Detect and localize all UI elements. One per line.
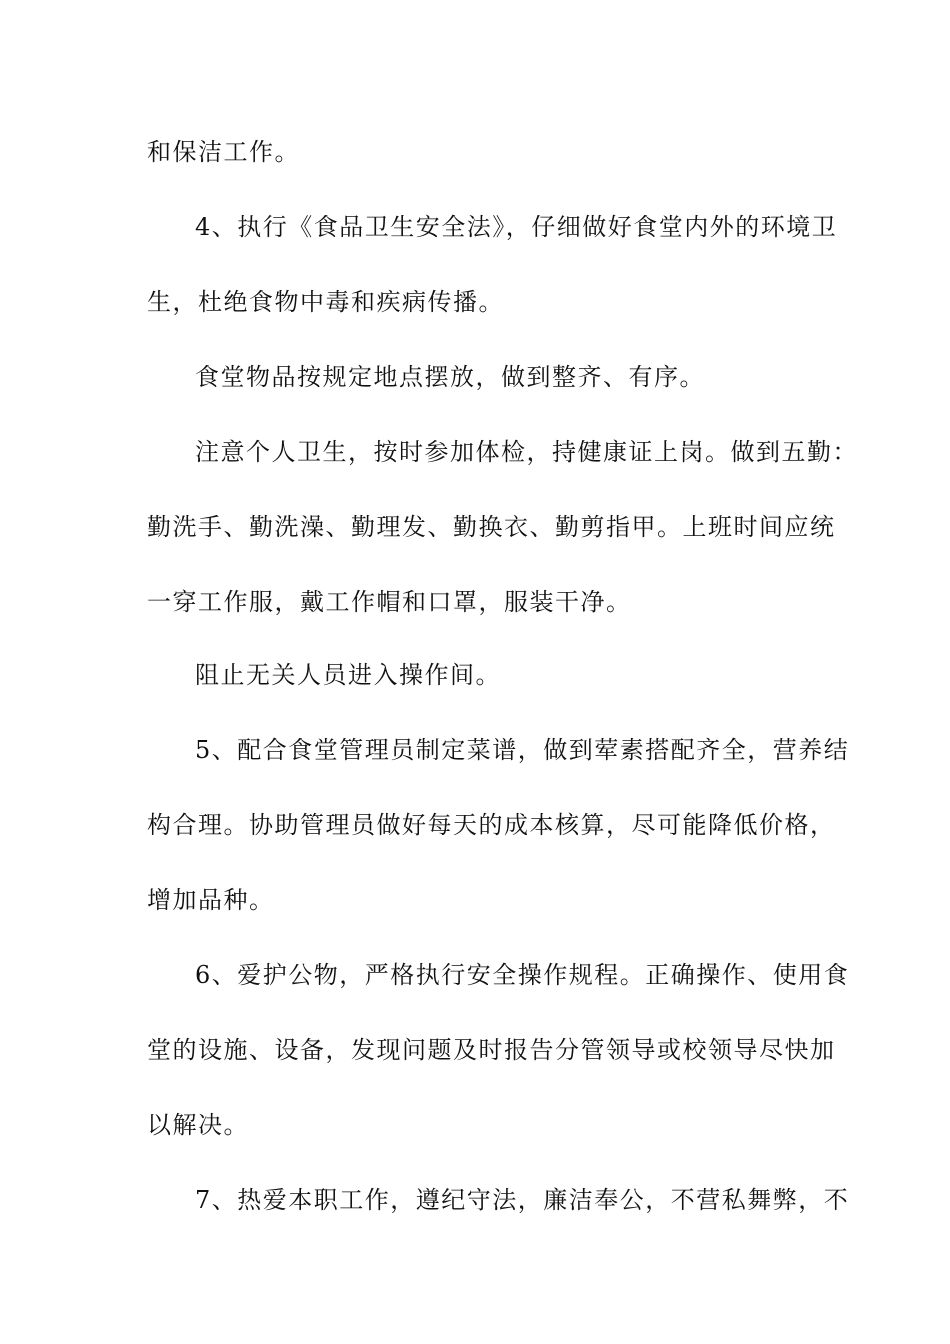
text-line-15: 7、热爱本职工作，遵纪守法，廉洁奉公，不营私舞弊，不 [195,1186,850,1214]
text-line-13: 堂的设施、设备，发现问题及时报告分管领导或校领导尽快加 [147,1036,836,1064]
text-line-3: 生，杜绝食物中毒和疾病传播。 [147,288,504,316]
text-line-9: 5、配合食堂管理员制定菜谱，做到荤素搭配齐全，营养结 [195,736,850,764]
text-line-2: 4、执行《食品卫生安全法》，仔细做好食堂内外的环境卫 [195,213,838,241]
text-line-10: 构合理。协助管理员做好每天的成本核算，尽可能降低价格， [147,811,836,839]
text-line-11: 增加品种。 [147,886,275,914]
text-line-4: 食堂物品按规定地点摆放，做到整齐、有序。 [195,363,705,391]
text-line-5: 注意个人卫生，按时参加体检，持健康证上岗。做到五勤： [195,438,858,466]
text-line-14: 以解决。 [147,1111,249,1139]
text-line-8: 阻止无关人员进入操作间。 [195,661,501,689]
text-line-1: 和保洁工作。 [147,138,300,166]
text-line-6: 勤洗手、勤洗澡、勤理发、勤换衣、勤剪指甲。上班时间应统 [147,513,836,541]
text-line-7: 一穿工作服，戴工作帽和口罩，服装干净。 [147,588,632,616]
text-line-12: 6、爱护公物，严格执行安全操作规程。正确操作、使用食 [195,961,850,989]
